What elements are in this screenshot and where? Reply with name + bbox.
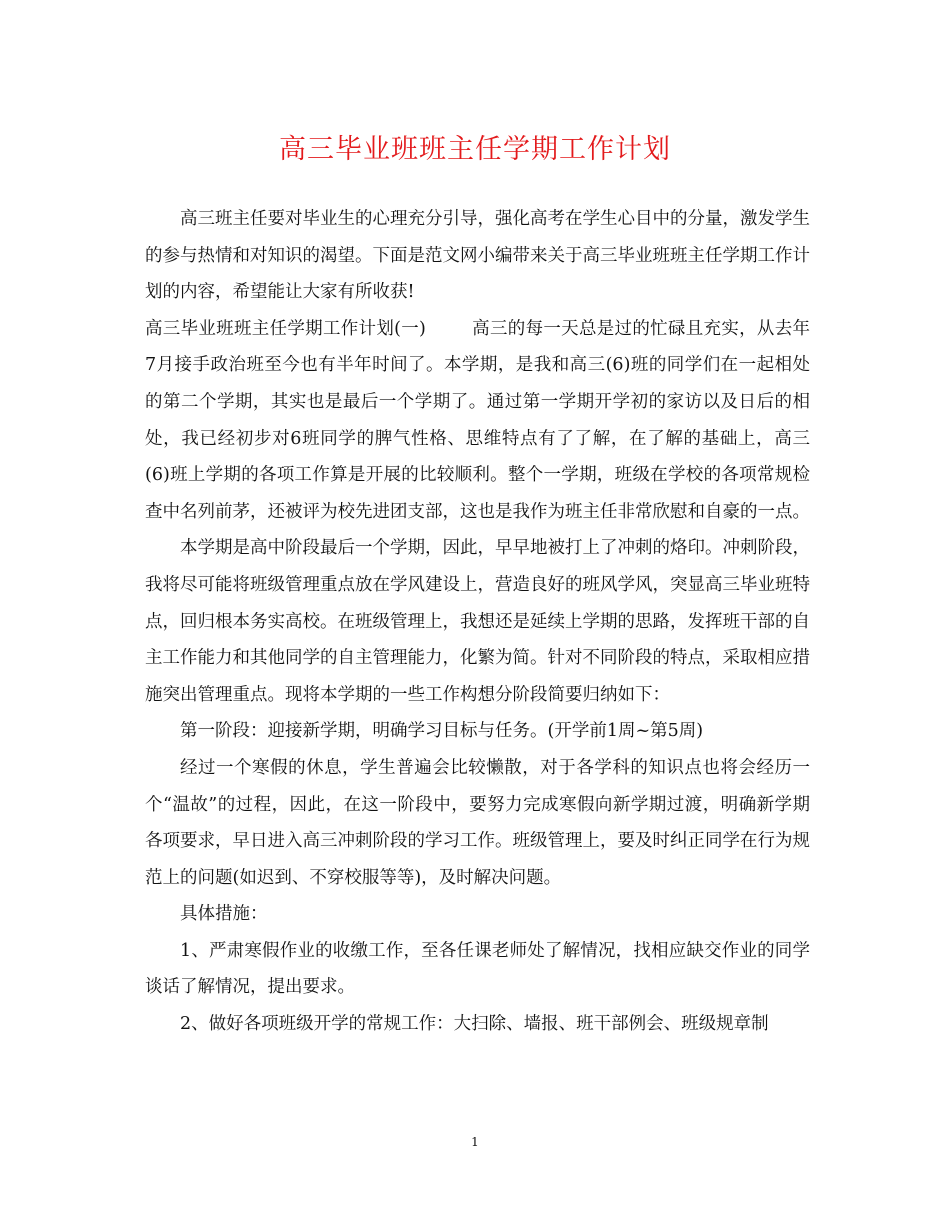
semester-paragraph: 本学期是高中阶段最后一个学期，因此，早早地被打上了冲刺的烙印。冲刺阶段，我将尽可能将班级管理重点放在学风建设上，营造良好的班风学风，突显高三毕业班特点，回归根本务实高校。在班级管理上，我想还是延续上学期的思路，发挥班干部的自主工作能力和其他同学的自主管理能力，化繁为简。针对不同阶段的特点，采取相应措施突出管理重点。现将本学期的一些工作构想分阶段简要归纳如下： [145,538,810,705]
section-paragraph [145,311,810,531]
stage-one-paragraph: 经过一个寒假的休息，学生普遍会比较懒散，对于各学科的知识点也将会经历一个“温故”的过程，因此，在这一阶段中，要努力完成寒假向新学期过渡，明确新学期各项要求，早日进入高三冲刺阶段的学习工作。班级管理上，要及时纠正同学在行为规范上的问题(如迟到、不穿校服等等)，及时解决问题。 [145,757,810,888]
measure-item-2: 2、做好各项班级开学的常规工作：大扫除、墙报、班干部例会、班级规章制 [180,1014,769,1035]
section-heading: 高三毕业班班主任学期工作计划(一) [145,318,426,339]
measures-label: 具体措施： [180,904,268,925]
intro-paragraph: 高三班主任要对毕业生的心理充分引导，强化高考在学生心目中的分量，激发学生的参与热情和对知识的渴望。下面是范文网小编带来关于高三毕业班班主任学期工作计划的内容，希望能让大家有所收获! [145,209,810,303]
section-first-paragraph: 高三的每一天总是过的忙碌且充实，从去年7月接手政治班至今也有半年时间了。本学期，是我和高三(6)班的同学们在一起相处的第二个学期，其实也是最后一个学期了。通过第一学期开学初的家访以及日后的相处，我已经初步对6班同学的脾气性格、思维特点有了了解，在了解的基础上，高三(6)班上学期的各项工作算是开展的比较顺利。整个一学期，班级在学校的各项常规检查中名列前茅，还被评为校先进团支部，这也是我作为班主任非常欣慰和自豪的一点。 [145,318,811,522]
measure-item-1: 1、严肃寒假作业的收缴工作，至各任课老师处了解情况，找相应缺交作业的同学谈话了解情况，提出要求。 [145,940,810,998]
document-body [145,201,810,1043]
page-number: 1 [471,1135,479,1149]
document-title: 高三毕业班班主任学期工作计划 [279,134,671,165]
stage-one-heading: 第一阶段：迎接新学期，明确学习目标与任务。(开学前1周~第5周) [180,721,704,742]
